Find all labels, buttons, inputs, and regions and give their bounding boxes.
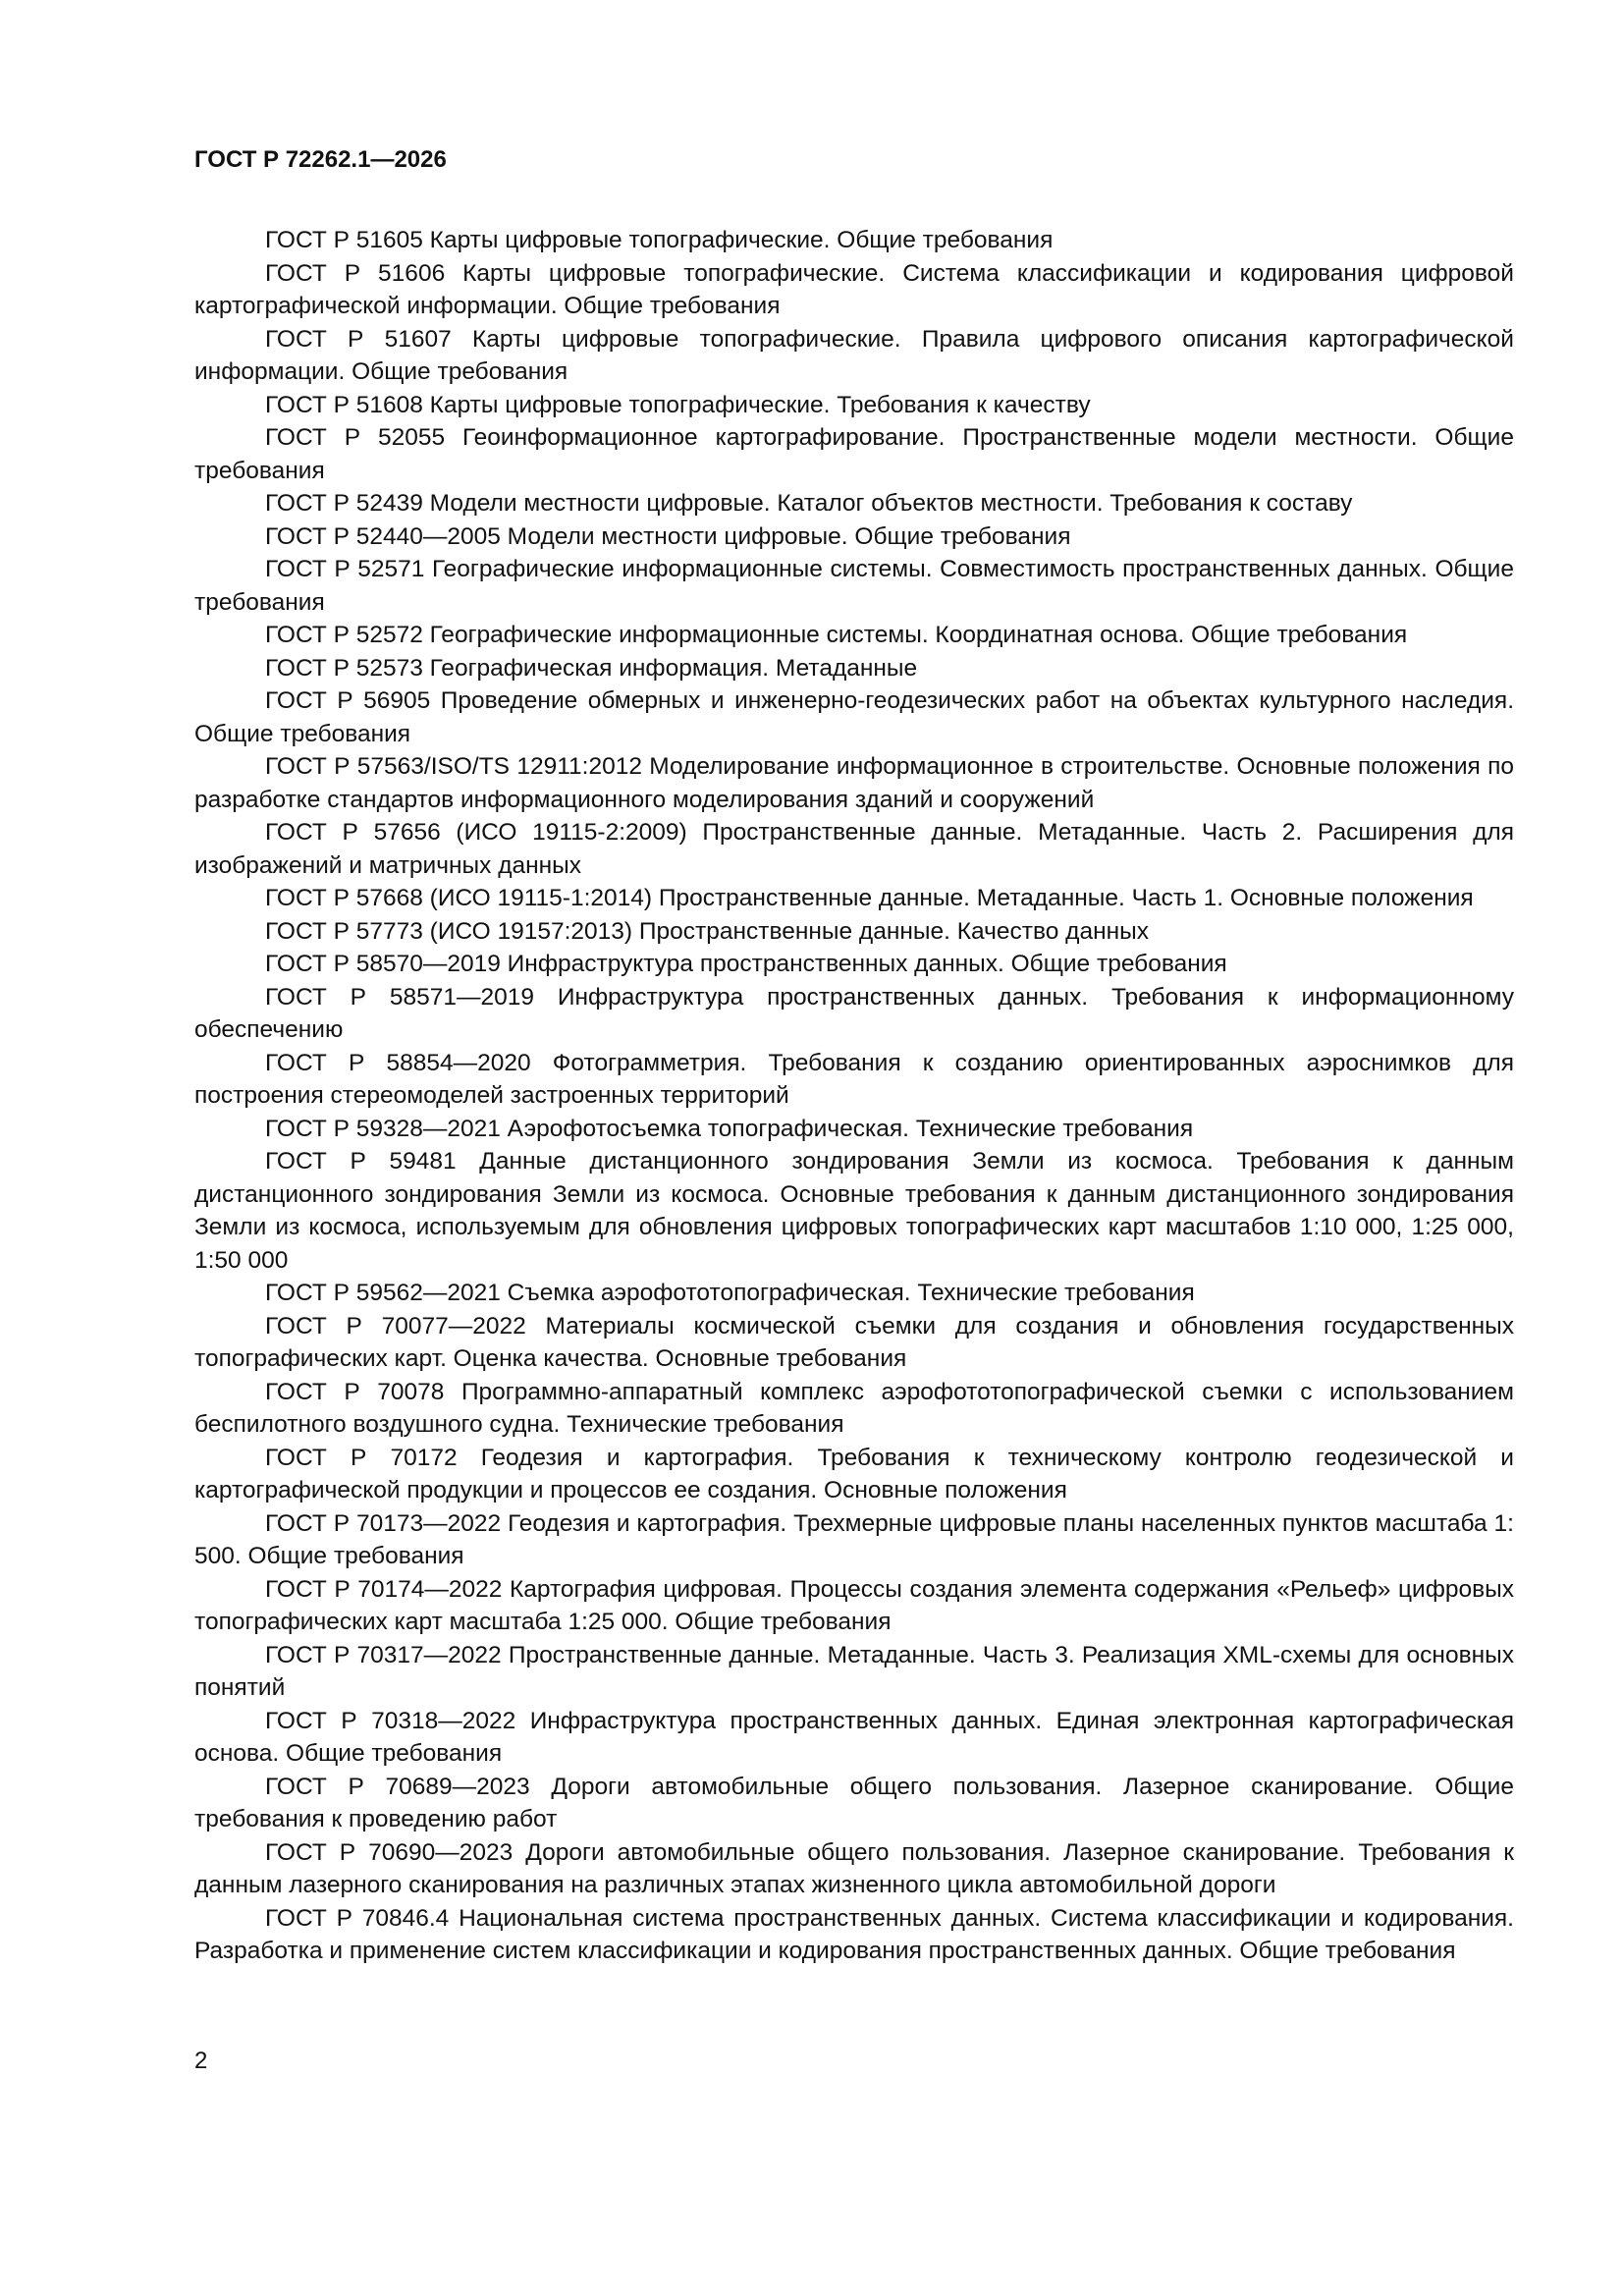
reference-entry: ГОСТ Р 58571—2019 Инфраструктура пространственных данных. Требования к информационному обеспечению (194, 983, 1514, 1043)
reference-entry: ГОСТ Р 70173—2022 Геодезия и картография. Трехмерные цифровые планы населенных пунктов масштаба 1: 500. Общие требования (194, 1509, 1514, 1569)
reference-entry: ГОСТ Р 70690—2023 Дороги автомобильные общего пользования. Лазерное сканирование. Требования к данным лазерного сканирования на различных этапах жизненного цикла автомобильной дороги (194, 1838, 1514, 1898)
reference-entry: ГОСТ Р 57563/ISO/TS 12911:2012 Моделирование информационное в строительстве. Основные положения по разработке стандартов информационного моделирования зданий и сооружений (194, 753, 1514, 813)
reference-entry: ГОСТ Р 52572 Географические информационные системы. Координатная основа. Общие требования (265, 622, 1408, 648)
reference-entry: ГОСТ Р 51607 Карты цифровые топографические. Правила цифрового описания картографической информации. Общие требования (194, 325, 1514, 385)
reference-entry: ГОСТ Р 70174—2022 Картография цифровая. Процессы создания элемента содержания «Рельеф» цифровых топографических карт масштаба 1:25 000. Общие требования (194, 1575, 1514, 1635)
reference-entry: ГОСТ Р 70172 Геодезия и картография. Требования к техническому контролю геодезической и картографической продукции и процессов ее создания. Основные положения (194, 1444, 1514, 1503)
reference-entry: ГОСТ Р 52571 Географические информационные системы. Совместимость пространственных данных. Общие требования (194, 556, 1514, 616)
reference-entry: ГОСТ Р 59481 Данные дистанционного зондирования Земли из космоса. Требования к данным дистанционного зондирования Земли из космоса. Основные требования к данным дистанционного зондирования Земли из космоса, используемым для обновления цифровых топографических карт масштабов 1:10 000, 1:25 000, 1:50 000 (194, 1148, 1514, 1274)
reference-entry: ГОСТ Р 52055 Геоинформационное картографирование. Пространственные модели местности. Общие требования (194, 424, 1514, 484)
reference-entry: ГОСТ Р 59328—2021 Аэрофотосъемка топографическая. Технические требования (265, 1115, 1194, 1142)
reference-entry: ГОСТ Р 57656 (ИСО 19115-2:2009) Пространственные данные. Метаданные. Часть 2. Расширения для изображений и матричных данных (194, 819, 1514, 879)
reference-entry: ГОСТ Р 70846.4 Национальная система пространственных данных. Система классификации и кодирования. Разработка и применение систем классификации и кодирования пространственных данных. Общие требования (194, 1904, 1514, 1964)
normative-references-list (194, 224, 1514, 1968)
reference-entry: ГОСТ Р 70318—2022 Инфраструктура пространственных данных. Единая электронная картографическая основа. Общие требования (194, 1707, 1514, 1767)
reference-entry: ГОСТ Р 59562—2021 Съемка аэрофототопографическая. Технические требования (265, 1280, 1195, 1306)
reference-entry: ГОСТ Р 70317—2022 Пространственные данные. Метаданные. Часть 3. Реализация XML-схемы для основных понятий (194, 1641, 1514, 1701)
reference-entry: ГОСТ Р 70689—2023 Дороги автомобильные общего пользования. Лазерное сканирование. Общие требования к проведению работ (194, 1773, 1514, 1832)
document-designation: ГОСТ Р 72262.1—2026 (194, 146, 447, 173)
reference-entry: ГОСТ Р 51608 Карты цифровые топографические. Требования к качеству (265, 391, 1091, 418)
reference-entry: ГОСТ Р 70077—2022 Материалы космической съемки для создания и обновления государственных топографических карт. Оценка качества. Основные требования (194, 1312, 1514, 1372)
reference-entry: ГОСТ Р 52440—2005 Модели местности цифровые. Общие требования (265, 522, 1071, 550)
reference-entry: ГОСТ Р 51606 Карты цифровые топографические. Система классификации и кодирования цифровой картографической информации. Общие требования (194, 259, 1514, 319)
page-number: 2 (194, 2048, 208, 2074)
reference-entry: ГОСТ Р 51605 Карты цифровые топографические. Общие требования (265, 227, 1054, 253)
reference-entry: ГОСТ Р 52573 Географическая информация. Метаданные (265, 654, 918, 682)
reference-entry: ГОСТ Р 52439 Модели местности цифровые. Каталог объектов местности. Требования к составу (265, 490, 1353, 517)
reference-entry: ГОСТ Р 57668 (ИСО 19115-1:2014) Пространственные данные. Метаданные. Часть 1. Основные положения (265, 885, 1474, 911)
reference-entry: ГОСТ Р 56905 Проведение обмерных и инженерно-геодезических работ на объектах культурного наследия. Общие требования (194, 687, 1514, 747)
reference-entry: ГОСТ Р 58570—2019 Инфраструктура пространственных данных. Общие требования (265, 951, 1227, 977)
reference-entry: ГОСТ Р 70078 Программно-аппаратный комплекс аэрофототопографической съемки с использованием беспилотного воздушного судна. Технические требования (194, 1378, 1514, 1438)
reference-entry: ГОСТ Р 58854—2020 Фотограмметрия. Требования к созданию ориентированных аэроснимков для построения стереомоделей застроенных территорий (194, 1049, 1514, 1109)
reference-entry: ГОСТ Р 57773 (ИСО 19157:2013) Пространственные данные. Качество данных (265, 917, 1149, 945)
